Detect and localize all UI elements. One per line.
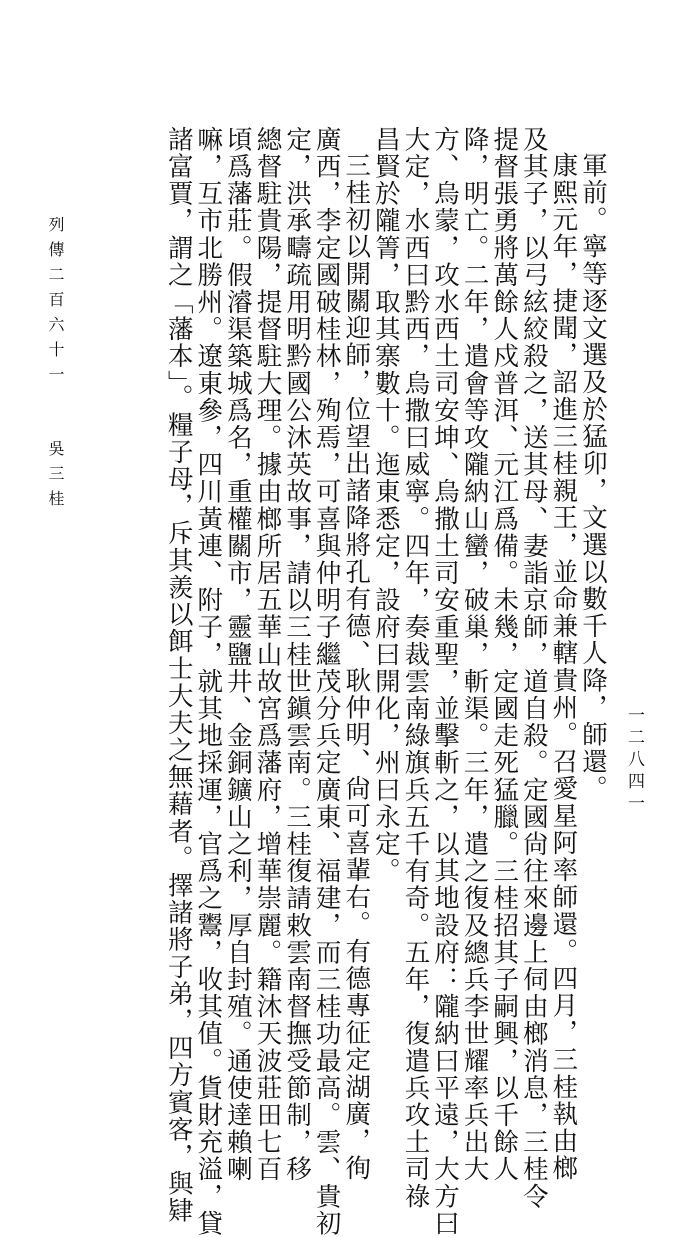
section-title: 吳三桂 [46,440,65,515]
text-column: 降，明亡。二年，遣會等攻隴納山蠻，破巢，斬渠。三年，遣之復及總兵李世耀率兵出大 [459,126,490,1183]
text-column: 提督張勇將萬餘人戍普洱、元江爲備。未幾，定國走死猛臘。三桂招其子嗣興，以千餘人 [489,126,520,1183]
text-column: 昌賢於隴箐，取其寨數十。迤東悉定，設府曰開化，州曰永定。 [370,126,401,885]
text-column: 廣西，李定國破桂林，殉焉，可喜與仲明子繼茂分兵定廣東、福建，而三桂功最高。雲、貴初 [311,126,342,1237]
page-number: 一二八四一 [624,706,644,816]
text-column: 頃爲藩莊。假濬渠築城爲名，重權關市，靈鹽井、金銅鑛山之利，厚自封殖。通使達賴喇 [222,126,253,1183]
text-column: 軍前。寧等逐文選及於猛卯，文選以數千人降，師還。 [578,152,608,803]
text-column: 大定，水西曰黔西，烏撒曰威寧。四年，奏裁雲南綠旗兵五千有奇。五年，復遣兵攻土司祿 [400,126,431,1210]
text-column: 方、烏蒙，攻水西土司安坤、烏撒土司安重聖，並擊斬之，以其地設府：隴納曰平遠，大方曰 [430,126,461,1237]
text-column: 三桂初以開關迎師，位望出諸降將孔有德、耿仲明、尙可喜輩右。有德專征定湖廣，徇 [341,152,372,1182]
text-column: 康熙元年，捷聞，詔進三桂親王，並命兼轄貴州。召愛星阿率師還。四月，三桂執由榔 [548,152,579,1182]
main-text [163,126,608,1237]
text-column: 定，洪承疇疏用明黔國公沐英故事，請以三桂世鎭雲南。三桂復請敕雲南督撫受節制，移 [282,126,313,1183]
text-column: 總督駐貴陽，提督駐大理。據由榔所居五華山故宮爲藩府，增華崇麗。籍沐天波莊田七百 [252,126,283,1183]
text-column: 嘛，互市北勝州。遼東參，四川黃連、附子，就其地採運，官爲之鬻，收其值。貨財充溢，貸 [193,126,224,1237]
text-column: 及其子，以弓絃絞殺之，送其母、妻詣京師，道自殺。定國尙往來邊上伺由榔消息，三桂令 [518,126,549,1210]
chapter-title: 列傳二百六十一 [46,216,65,391]
text-column: 諸富賈，謂之「藩本」。糧子母，斥其羨以餌士大夫之無藉者。擇諸將子弟，四方賓客，與肄 [163,126,194,1225]
